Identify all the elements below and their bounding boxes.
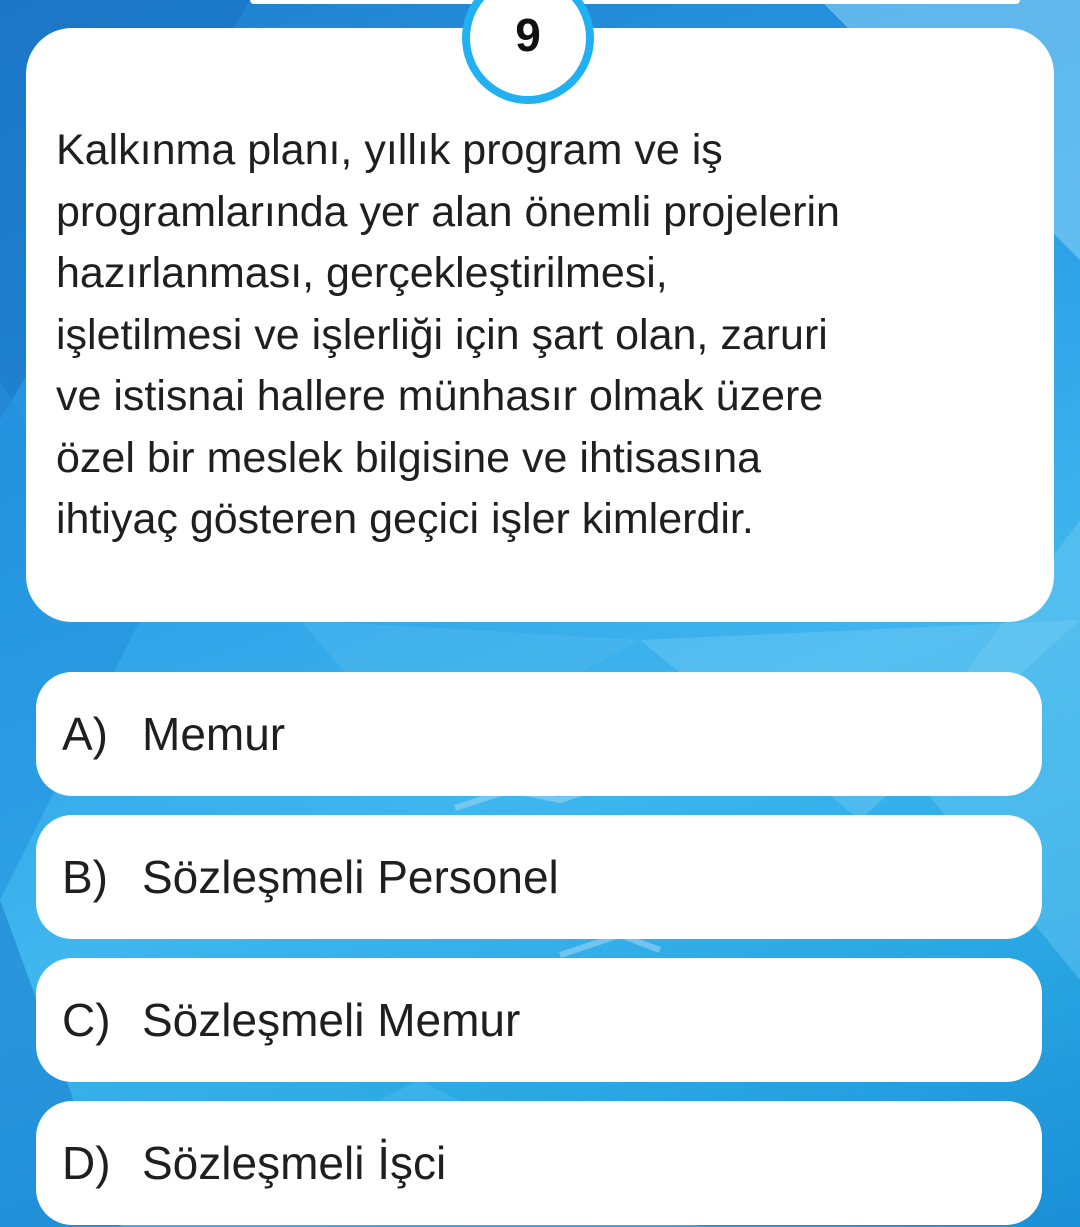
- option-c-button[interactable]: [36, 958, 1042, 1082]
- option-b-button[interactable]: [36, 815, 1042, 939]
- option-text: Sözleşmeli İşci: [142, 1137, 447, 1189]
- option-text: Sözleşmeli Personel: [142, 851, 559, 903]
- option-text: Memur: [142, 708, 286, 760]
- top-progress-bar: [250, 0, 1020, 4]
- question-card: [26, 28, 1054, 622]
- option-text: Sözleşmeli Memur: [142, 994, 521, 1046]
- option-letter: D): [62, 1137, 111, 1189]
- option-letter: A): [62, 708, 108, 760]
- option-a-button[interactable]: [36, 672, 1042, 796]
- option-d-button[interactable]: [36, 1101, 1042, 1225]
- question-number: 9: [515, 9, 541, 61]
- option-letter: C): [62, 994, 111, 1046]
- question-text: Kalkınma planı, yıllık program ve iş programlarında yer alan önemli projelerin hazırlanması, gerçekleştirilmesi, işletilmesi ve işlerliği için şart olan, zaruri ve istisnai hallere münhasır olmak üzere özel bir meslek bilgisine ve ihtisasına ihtiyaç gösteren geçici işler kimlerdir.: [56, 126, 840, 543]
- option-letter: B): [62, 851, 108, 903]
